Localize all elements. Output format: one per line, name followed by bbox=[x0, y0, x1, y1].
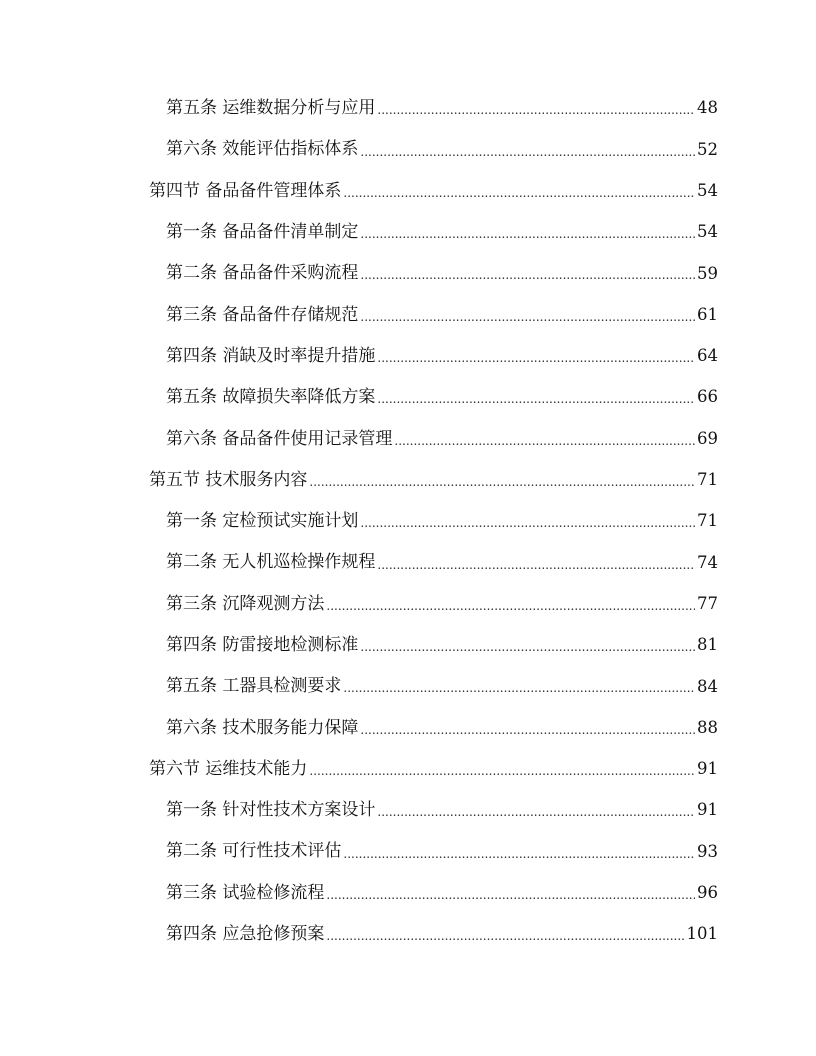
toc-leader-dots bbox=[377, 393, 695, 405]
toc-entry-page: 81 bbox=[697, 635, 718, 655]
toc-entry-page: 69 bbox=[697, 428, 718, 448]
toc-entry-article[interactable] bbox=[0, 707, 718, 748]
toc-entry-title: 第六条 备品备件使用记录管理 bbox=[166, 428, 393, 449]
toc-entry-title: 第六节 运维技术能力 bbox=[149, 758, 308, 779]
toc-leader-dots bbox=[360, 146, 695, 158]
toc-entry-article[interactable] bbox=[0, 831, 718, 872]
toc-entry-title: 第三条 试验检修流程 bbox=[166, 882, 325, 903]
toc-leader-dots bbox=[360, 269, 695, 281]
toc-entry-section[interactable] bbox=[0, 460, 718, 501]
toc-entry-title: 第一条 针对性技术方案设计 bbox=[166, 800, 376, 821]
toc-entry-article[interactable] bbox=[0, 253, 718, 294]
toc-entry-article[interactable] bbox=[0, 501, 718, 542]
toc-entry-article[interactable] bbox=[0, 625, 718, 666]
toc-leader-dots bbox=[326, 930, 684, 942]
toc-entry-page: 96 bbox=[697, 883, 718, 903]
toc-entry-article[interactable] bbox=[0, 88, 718, 129]
toc-leader-dots bbox=[360, 228, 695, 240]
toc-entry-section[interactable] bbox=[0, 749, 718, 790]
toc-entry-page: 74 bbox=[697, 552, 718, 572]
toc-entry-title: 第一条 定检预试实施计划 bbox=[166, 511, 359, 532]
toc-entry-page: 59 bbox=[697, 263, 718, 283]
toc-leader-dots bbox=[377, 352, 695, 364]
toc-entry-title: 第四条 应急抢修预案 bbox=[166, 924, 325, 945]
toc-entry-page: 101 bbox=[686, 924, 718, 944]
toc-leader-dots bbox=[326, 889, 695, 901]
toc-leader-dots bbox=[309, 765, 695, 777]
toc-entry-title: 第六条 效能评估指标体系 bbox=[166, 139, 359, 160]
toc-entry-title: 第二条 可行性技术评估 bbox=[166, 841, 342, 862]
toc-entry-page: 54 bbox=[697, 222, 718, 242]
toc-leader-dots bbox=[309, 476, 695, 488]
toc-entry-article[interactable] bbox=[0, 336, 718, 377]
toc-leader-dots bbox=[343, 187, 695, 199]
toc-entry-page: 71 bbox=[697, 511, 718, 531]
toc-entry-page: 66 bbox=[697, 387, 718, 407]
toc-entry-section[interactable] bbox=[0, 171, 718, 212]
toc-entry-article[interactable] bbox=[0, 542, 718, 583]
toc-entry-page: 61 bbox=[697, 304, 718, 324]
toc-leader-dots bbox=[360, 311, 695, 323]
toc-entry-title: 第四节 备品备件管理体系 bbox=[149, 180, 342, 201]
toc-entry-article[interactable] bbox=[0, 212, 718, 253]
toc-entry-article[interactable] bbox=[0, 418, 718, 459]
toc-entry-article[interactable] bbox=[0, 790, 718, 831]
toc-entry-title: 第三条 备品备件存储规范 bbox=[166, 304, 359, 325]
toc-leader-dots bbox=[377, 559, 695, 571]
toc-entry-page: 77 bbox=[697, 593, 718, 613]
toc-entry-title: 第五节 技术服务内容 bbox=[149, 469, 308, 490]
toc-entry-page: 52 bbox=[697, 139, 718, 159]
toc-entry-title: 第二条 无人机巡检操作规程 bbox=[166, 552, 376, 573]
toc-entry-article[interactable] bbox=[0, 873, 718, 914]
toc-entry-page: 93 bbox=[697, 841, 718, 861]
toc-entry-page: 91 bbox=[697, 800, 718, 820]
toc-entry-page: 71 bbox=[697, 470, 718, 490]
toc-leader-dots bbox=[377, 104, 695, 116]
toc-entry-article[interactable] bbox=[0, 377, 718, 418]
toc-entry-article[interactable] bbox=[0, 129, 718, 170]
toc-leader-dots bbox=[343, 682, 695, 694]
toc-entry-page: 91 bbox=[697, 759, 718, 779]
toc-leader-dots bbox=[326, 600, 695, 612]
toc-entry-title: 第四条 防雷接地检测标准 bbox=[166, 635, 359, 655]
toc-entry-article[interactable] bbox=[0, 294, 718, 335]
toc-entry-title: 第四条 消缺及时率提升措施 bbox=[166, 345, 376, 366]
toc-entry-page: 84 bbox=[697, 676, 718, 696]
toc-entry-page: 54 bbox=[697, 180, 718, 200]
toc-entry-article[interactable] bbox=[0, 914, 718, 955]
toc-entry-page: 88 bbox=[697, 717, 718, 737]
toc-leader-dots bbox=[394, 435, 695, 447]
toc-leader-dots bbox=[343, 848, 695, 860]
toc-entry-title: 第五条 故障损失率降低方案 bbox=[166, 387, 376, 408]
toc-leader-dots bbox=[360, 724, 695, 736]
toc-entry-title: 第二条 备品备件采购流程 bbox=[166, 263, 359, 284]
toc-entry-article[interactable] bbox=[0, 666, 718, 707]
toc-entry-page: 48 bbox=[697, 98, 718, 118]
toc-leader-dots bbox=[360, 641, 695, 653]
toc-entry-article[interactable] bbox=[0, 584, 718, 625]
toc-entry-page: 64 bbox=[697, 346, 718, 366]
table-of-contents bbox=[0, 88, 816, 955]
toc-entry-title: 第五条 运维数据分析与应用 bbox=[166, 98, 376, 119]
toc-entry-title: 第一条 备品备件清单制定 bbox=[166, 222, 359, 243]
toc-leader-dots bbox=[377, 806, 695, 818]
toc-entry-title: 第五条 工器具检测要求 bbox=[166, 676, 342, 697]
toc-entry-title: 第三条 沉降观测方法 bbox=[166, 593, 325, 614]
toc-leader-dots bbox=[360, 517, 695, 529]
toc-entry-title: 第六条 技术服务能力保障 bbox=[166, 717, 359, 738]
